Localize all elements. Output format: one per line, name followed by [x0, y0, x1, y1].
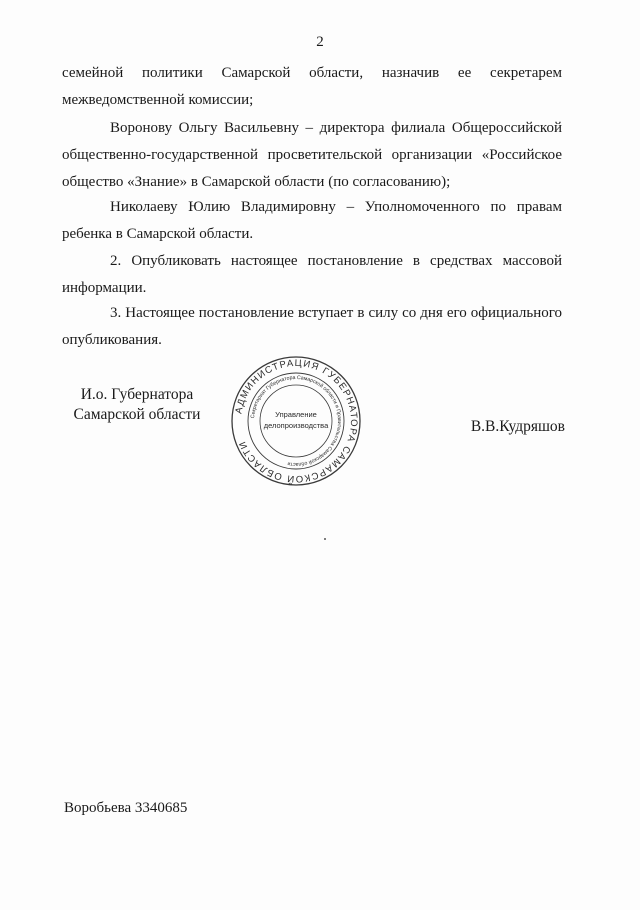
official-seal: [229, 354, 363, 488]
paragraph-effective-text: 3. Настоящее постановление вступает в силу со дня его официального опубликования.: [62, 305, 562, 348]
paragraph-publish: 2. Опубликовать настоящее постановление в средствах массовой информации.: [62, 253, 562, 296]
scan-speck: [324, 538, 326, 540]
paragraph-secretary: семейной политики Самарской области, назначив ее секретарем межведомственной комиссии;: [62, 65, 562, 108]
signer-name: В.В.Кудряшов: [470, 418, 565, 435]
signer-position-line1: И.о. Губернатора: [80, 386, 194, 403]
signer-position-line2: Самарской области: [73, 406, 201, 423]
seal-center-line2: делопроизводства: [263, 421, 329, 430]
seal-outer-textpath: АДМИНИСТРАЦИЯ ГУБЕРНАТОРА САМАРСКОЙ ОБЛАСТИ: [233, 357, 360, 485]
seal-inner-textpath: Секретариат Губернатора Самарской области и Правительства Самарской области: [250, 374, 343, 468]
paragraph-effective: [62, 300, 562, 354]
paragraph-nikolaeva: Николаеву Юлию Владимировну – Уполномоченного по правам ребенка в Самарской области.: [62, 199, 562, 242]
footer-executor: Воробьева 3340685: [64, 800, 188, 816]
signer-position: [62, 385, 212, 425]
paragraph-voronova: Воронову Ольгу Васильевну – директора филиала Общероссийской общественно-государственной просветительской организации «Российское общество «Знание» в Самарской области (по согласованию);: [62, 120, 562, 190]
page-number: 2: [316, 34, 324, 50]
seal-center-line1: Управление: [275, 410, 317, 419]
